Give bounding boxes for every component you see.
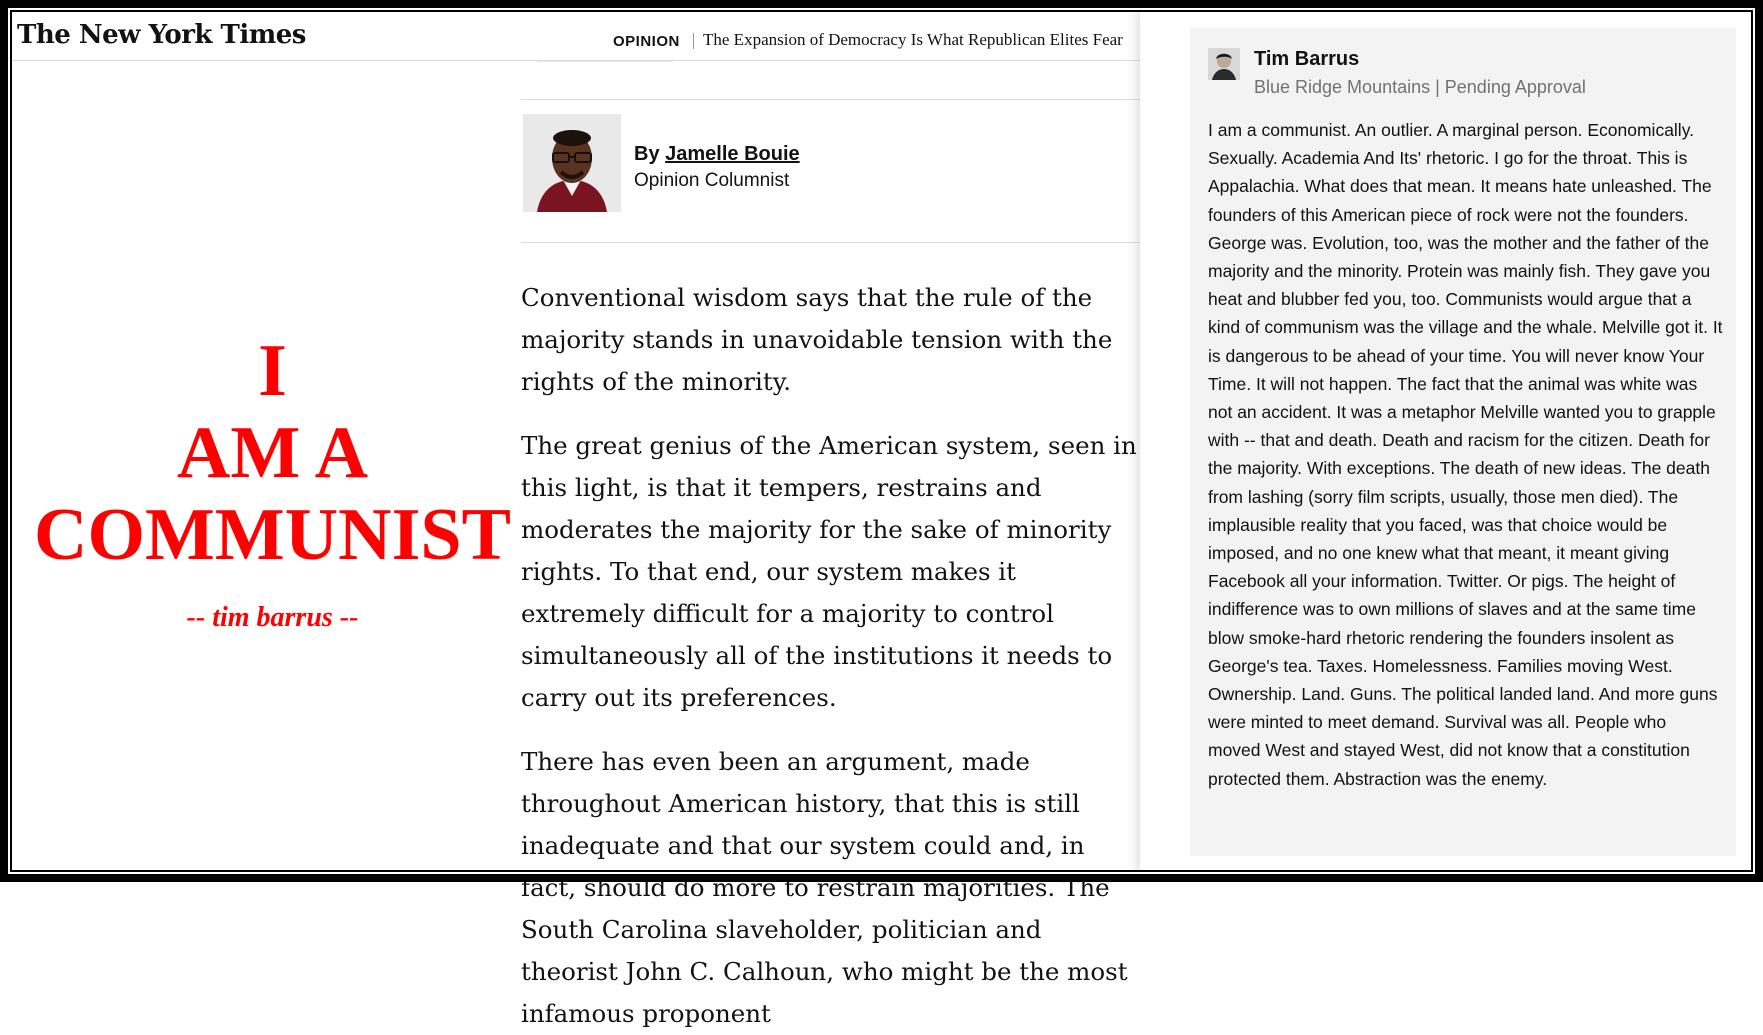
comments-panel [1140, 10, 1755, 872]
section-divider [693, 33, 694, 49]
article-body [521, 277, 1141, 1028]
author-avatar[interactable] [523, 114, 621, 212]
section-label[interactable]: OPINION [613, 33, 680, 50]
commenter-name[interactable]: Tim Barrus [1254, 48, 1360, 70]
byline [634, 143, 800, 192]
art-line-1: I [258, 330, 287, 412]
author-photo-icon [523, 114, 621, 212]
nyt-logo[interactable]: The New York Times [17, 20, 306, 50]
comment-card [1190, 28, 1736, 856]
art-line-3: COMMUNIST [34, 494, 511, 576]
author-role: Opinion Columnist [634, 170, 790, 191]
commenter-photo-icon [1208, 48, 1240, 80]
art-signature: -- tim barrus -- [186, 602, 359, 633]
art-text-block [30, 330, 515, 634]
comment-meta: Blue Ridge Mountains | Pending Approval [1254, 77, 1586, 97]
byline-prefix: By [634, 143, 666, 165]
article-paragraph: There has even been an argument, made throughout American history, that this is still inadequate and that our system could and, in fact, should do more to restrain majorities. The South Carolina slaveholder, politician and theorist John C. Calhoun, who might be the most infamous proponent [521, 747, 1128, 1028]
commenter-avatar[interactable] [1208, 48, 1240, 80]
comment-text: I am a communist. An outlier. A marginal person. Economically. Sexually. Academia And Its' rhetoric. I go for the throat. This is Appalachia. What does that mean. It means hate unleashed. The founders of this American piece of rock were not the founders. George was. Evolution, too, was the mother and the father of the majority and the minority. Protein was mainly fish. They gave you heat and blubber fed you, too. Communists would argue that a kind of communism was the village and the whale. Melville got it. It is dangerous to be ahead of your time. You will never know Your Time. It will not happen. The fact that the animal was white was not an accident. It was a metaphor Melville wanted you to grapple with -- that and death. Death and racism for the citizen. Death for the majority. With exceptions. The death of new ideas. The death from lashing (sorry film scripts, usually, those men died). The implausible reality that you faced, was that choice would be imposed, and no one knew what that meant, it meant giving Facebook all your information. Twitter. Or pigs. The height of indifference was to own millions of slaves and at the same time blow smoke-hard rhetoric rendering the founders insolent as George's tea. Taxes. Homelessness. Families moving West. Ownership. Land. Guns. The political landed land. And more guns were minted to meet demand. Survival was all. People who moved West and stayed West, did not know that a constitution protected them. Abstraction was the enemy. [1208, 120, 1723, 789]
art-line-2: AM A [176, 412, 369, 494]
article-paragraph: The great genius of the American system, seen in this light, is that it tempers, restrains and moderates the majority for the sake of minority rights. To that end, our system makes it extremely difficult for a majority to control simultaneously all of the institutions it needs to carry out its preferences. [521, 431, 1137, 712]
article-paragraph: Conventional wisdom says that the rule of the majority stands in unavoidable tension with the rights of the minority. [521, 283, 1113, 396]
article-headline: The Expansion of Democracy Is What Republican Elites Fear [703, 30, 1123, 49]
author-link[interactable]: Jamelle Bouie [665, 143, 800, 165]
